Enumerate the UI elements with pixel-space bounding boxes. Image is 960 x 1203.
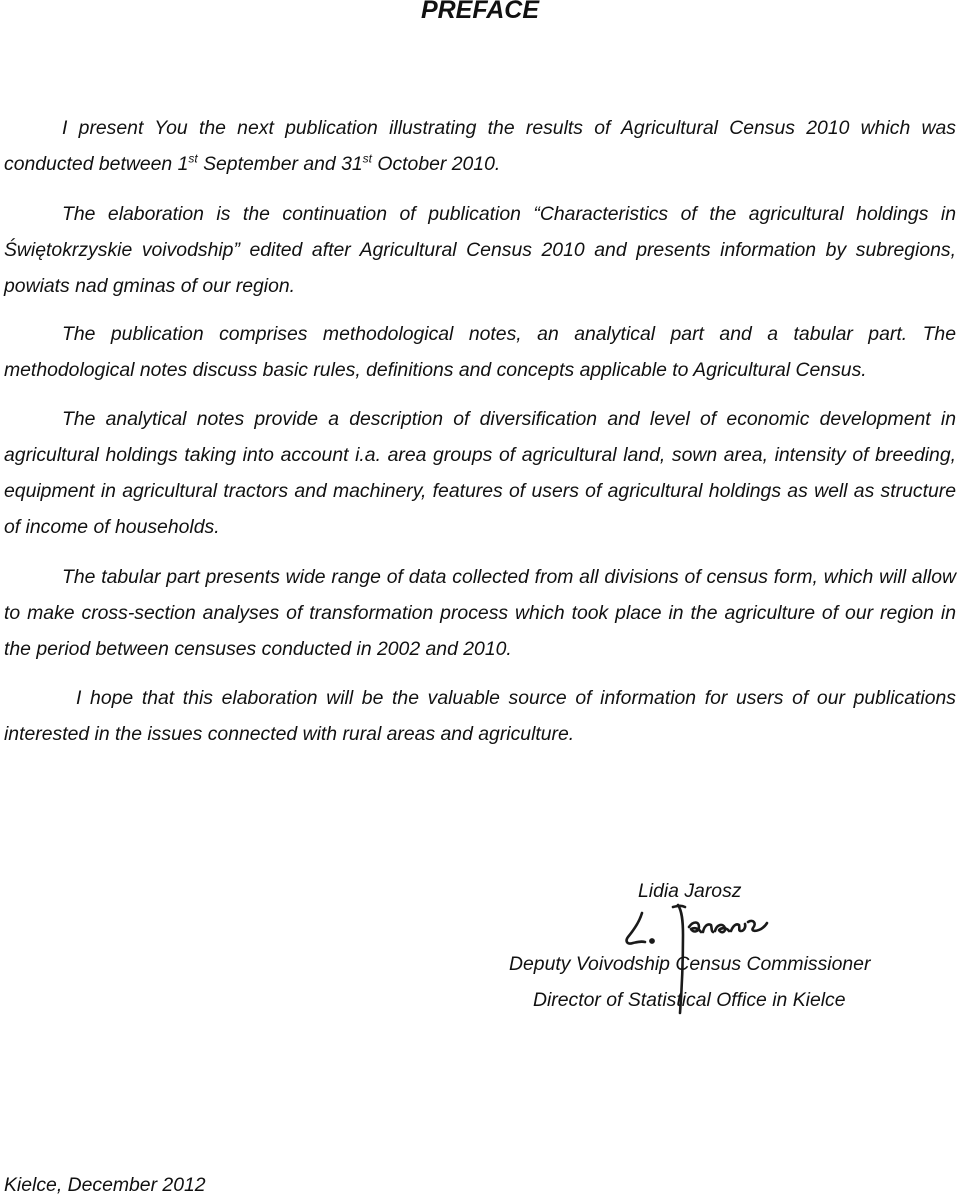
paragraph-publication-parts-text: The publication comprises methodological notes, an analytical part and a tabular part. The methodological notes discuss basic rules, definitions and concepts applicable to Agricultural Census. — [4, 323, 956, 381]
signatory-name: Lidia Jarosz — [638, 880, 742, 902]
paragraph-publication-parts — [4, 316, 956, 388]
paragraph-analytical-notes-text: The analytical notes provide a description of diversification and level of economic development in agricultural holdings taking into account i.a. area groups of agricultural land, sown area, intensity of breeding, equipment in agricultural tractors and machinery, features of users of agricultural holdings as well as structure of income of households. — [4, 408, 956, 538]
paragraph-elaboration — [4, 196, 956, 304]
paragraph-intro-text-b: September and 31 — [197, 153, 363, 175]
paragraph-closing — [4, 680, 956, 752]
page-title: PREFACE — [420, 0, 540, 24]
paragraph-tabular-part — [4, 559, 956, 667]
place-and-date: Kielce, December 2012 — [4, 1174, 206, 1196]
paragraph-closing-text: I hope that this elaboration will be the valuable source of information for users of our publications interested in the issues connected with rural areas and agriculture. — [4, 687, 956, 745]
paragraph-analytical-notes — [4, 401, 956, 545]
paragraph-intro-text-a: I present You the next publication illustrating the results of Agricultural Census 2010 which was conducted between 1 — [4, 117, 956, 175]
paragraph-intro-text-c: October 2010. — [371, 153, 501, 175]
paragraph-intro — [4, 110, 956, 182]
signatory-role-commissioner: Deputy Voivodship Census Commissioner — [509, 953, 871, 975]
ordinal-suffix: st — [362, 151, 372, 166]
paragraph-tabular-part-text: The tabular part presents wide range of data collected from all divisions of census form, which will allow to make cross-section analyses of transformation process which took place in the agriculture of our region in the period between censuses conducted in 2002 and 2010. — [4, 566, 956, 660]
paragraph-elaboration-text: The elaboration is the continuation of publication “Characteristics of the agricultural holdings in Świętokrzyskie voivodship” edited after Agricultural Census 2010 and presents information by subregions, powiats nad gminas of our region. — [4, 203, 956, 297]
ordinal-suffix: st — [188, 151, 198, 166]
signature-block — [0, 873, 960, 1023]
signatory-role-director: Director of Statistical Office in Kielce — [533, 989, 846, 1011]
